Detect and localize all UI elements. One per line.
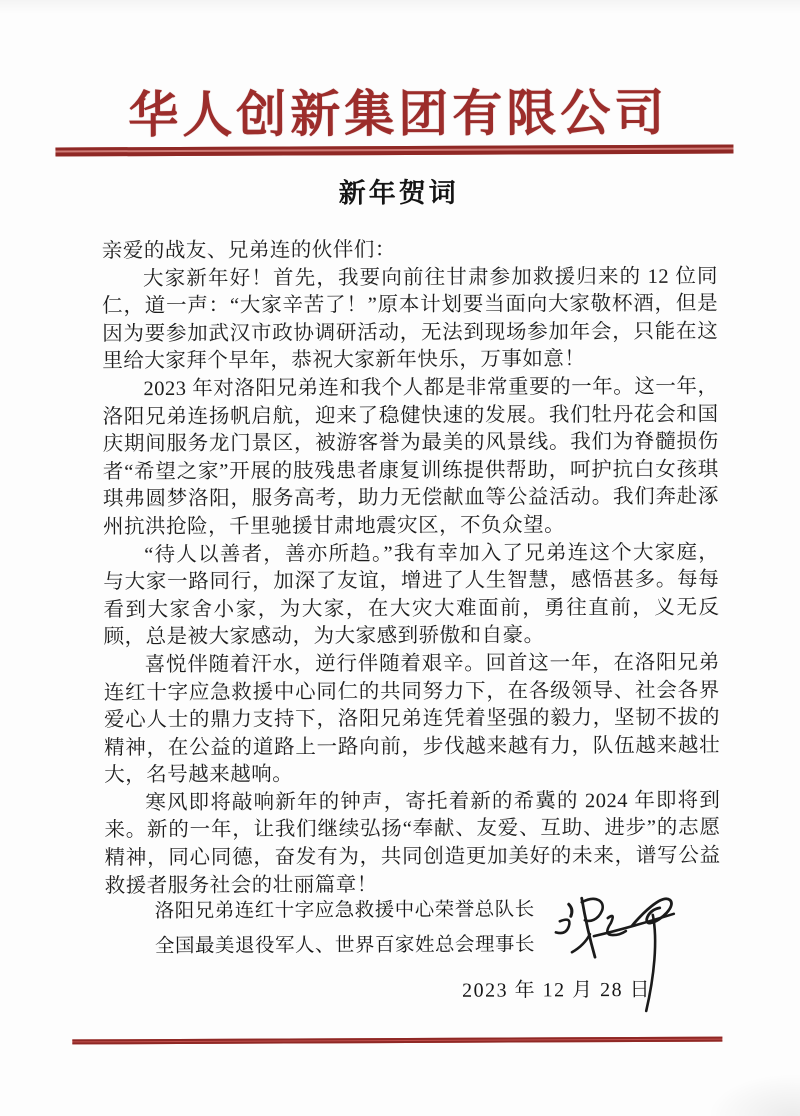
paragraph-4: 喜悦伴随着汗水，逆行伴随着艰辛。回首这一年，在洛阳兄弟连红十字应急救援中心同仁的共同努力下，在各级领导、社会各界爱心人士的鼎力支持下，洛阳兄弟连凭着坚强的毅力，坚韧不拔的精神，在公益的道路上一路向前，步伐越来越有力，队伍越来越壮大，名号越来越响。 — [103, 651, 721, 787]
footer-rule — [72, 1037, 722, 1045]
paragraph-1: 大家新年好！首先，我要向前往甘肃参加救援归来的 12 位同仁，道一声：“大家辛苦了！”原本计划要当面向大家敬杯酒，但是因为要参加武汉市政协调研活动，无法到现场参加年会，只能在这里给大家拜个早年，恭祝大家新年快乐，万事如意！ — [102, 265, 719, 373]
letterhead-rule — [55, 145, 733, 157]
paragraph-2: 2023 年对洛阳兄弟连和我个人都是非常重要的一年。这一年，洛阳兄弟连扬帆启航，迎来了稳健快速的发展。我们牡丹花会和国庆期间服务龙门景区，被游客誉为最美的风景线。我们为脊髓损伤者“希望之家”开展的肢残患者康复训练提供帮助，呵护抗白女孩琪琪弗圆梦洛阳，服务高考，助力无偿献血等公益活动。我们奔赴涿州抗洪抢险，千里驰援甘肃地震灾区，不负众望。 — [102, 375, 720, 539]
handwritten-signature — [548, 885, 699, 1024]
letter-body — [102, 236, 721, 901]
signer-title-line-1: 洛阳兄弟连红十字应急救援中心荣誉总队长 — [154, 899, 535, 923]
date-line: 2023 年 12 月 28 日 — [462, 978, 652, 1002]
document-title: 新年贺词 — [338, 177, 459, 209]
paragraph-5: 寒风即将敲响新年的钟声，寄托着新的希冀的 2024 年即将到来。新的一年，让我们继续弘扬“奉献、友爱、互助、进步”的志愿精神，同心同德，奋发有为，共同创造更加美好的未来，谱写公益救援者服务社会的壮丽篇章！ — [104, 789, 721, 897]
closing-block — [102, 892, 535, 964]
signer-title-line-2: 全国最美退役军人、世界百家姓总会理事长 — [154, 934, 535, 958]
company-name: 华人创新集团有限公司 — [128, 84, 669, 144]
salutation: 亲爱的战友、兄弟连的伙伴们： — [101, 239, 396, 263]
paragraph-3: “待人以善者，善亦所趋。”我有幸加入了兄弟连这个大家庭，与大家一路同行，加深了友谊，增进了人生智慧，感悟甚多。每每看到大家舍小家，为大家，在大灾大难面前，勇往直前，义无反顾，总是被大家感动，为大家感到骄傲和自豪。 — [103, 541, 720, 649]
